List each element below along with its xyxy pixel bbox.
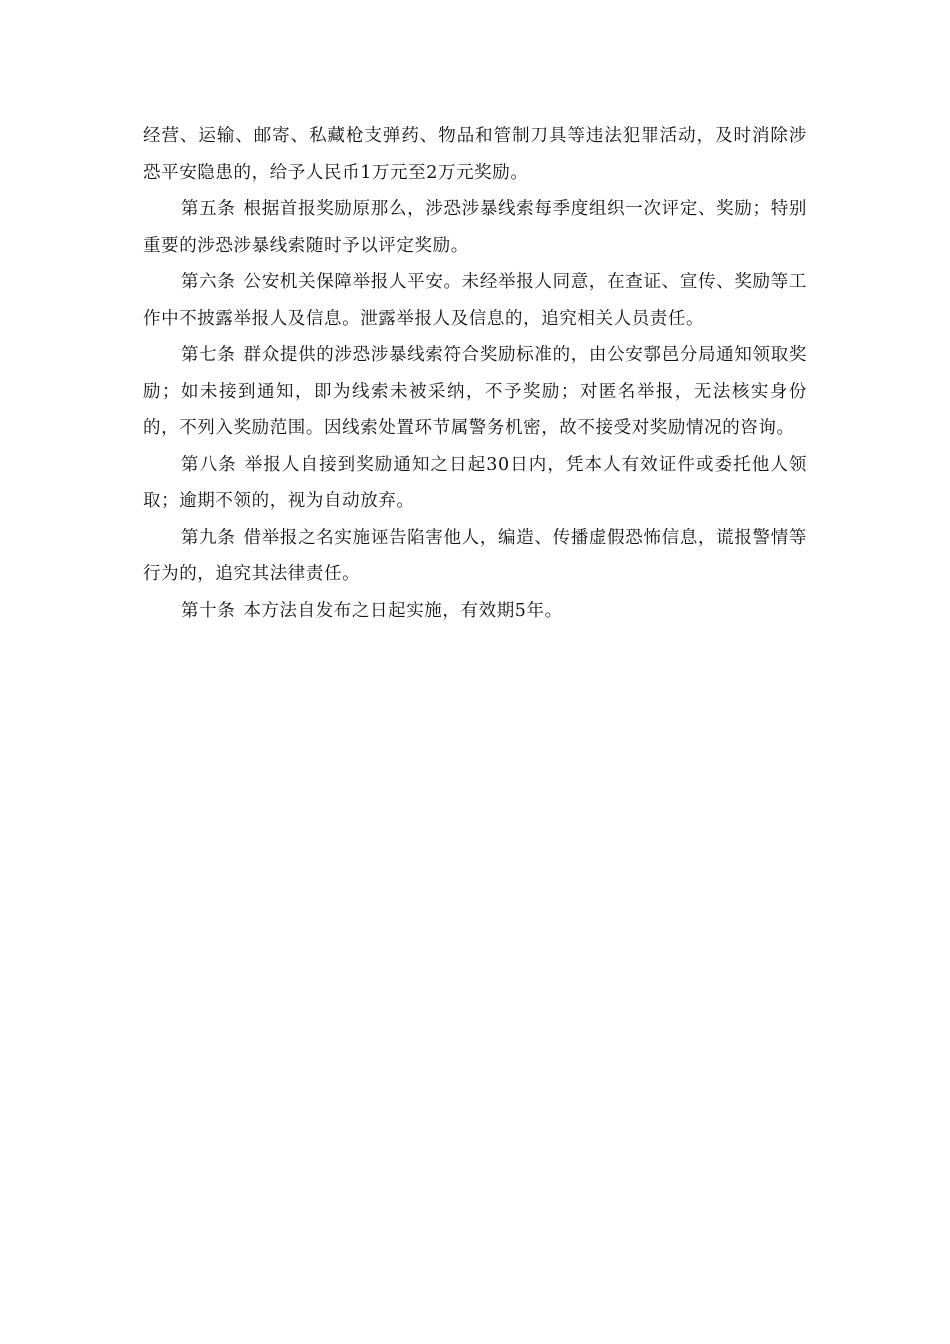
- paragraph-article-6: [143, 264, 807, 337]
- paragraph-article-9: [143, 520, 807, 593]
- article-number: 第六条: [181, 272, 236, 292]
- paragraph-article-7: [143, 337, 807, 447]
- article-number: 第八条: [181, 454, 237, 475]
- paragraph-text: 举报人自接到奖励通知之日起30日内，凭本人有效证件或委托他人领取；逾期不领的，视为自动放弃。: [143, 454, 807, 511]
- paragraph-text: 公安机关保障举报人平安。未经举报人同意，在查证、宣传、奖励等工作中不披露举报人及信息。泄露举报人及信息的，追究相关人员责任。: [143, 272, 807, 329]
- article-number: 第五条: [181, 199, 236, 219]
- paragraph-text: 借举报之名实施诬告陷害他人，编造、传播虚假恐怖信息，谎报警情等行为的，追究其法律责任。: [143, 527, 807, 584]
- paragraph-article-5: [143, 191, 807, 264]
- paragraph-text: 本方法自发布之日起实施，有效期5年。: [243, 600, 563, 621]
- paragraph-article-8: [143, 447, 807, 520]
- article-number: 第九条: [181, 527, 236, 548]
- paragraph-article-10: [143, 593, 807, 630]
- article-number: 第十条: [181, 600, 236, 621]
- paragraph-continuation: [143, 118, 807, 191]
- document-body: [143, 118, 807, 629]
- paragraph-text: 群众提供的涉恐涉暴线索符合奖励标准的，由公安鄠邑分局通知领取奖励；如未接到通知，即为线索未被采纳，不予奖励；对匿名举报，无法核实身份的，不列入奖励范围。因线索处置环节属警务机密，故不接受对奖励情况的咨询。: [143, 345, 807, 438]
- paragraph-text: 根据首报奖励原那么，涉恐涉暴线索每季度组织一次评定、奖励；特别重要的涉恐涉暴线索随时予以评定奖励。: [143, 199, 807, 256]
- article-number: 第七条: [181, 345, 236, 365]
- paragraph-text: 经营、运输、邮寄、私藏枪支弹药、物品和管制刀具等违法犯罪活动，及时消除涉恐平安隐患的，给予人民币1万元至2万元奖励。: [143, 126, 807, 183]
